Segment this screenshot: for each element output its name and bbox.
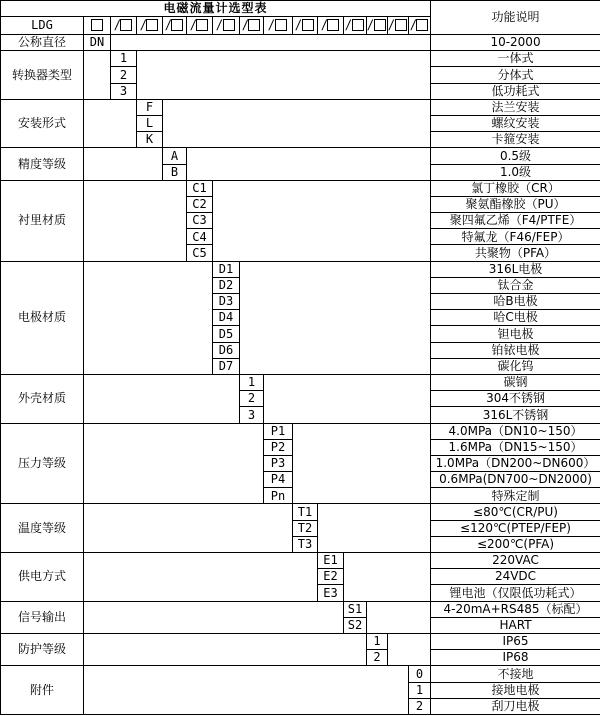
code-cell: 1 [367,633,388,649]
function-cell: 4.0MPa（DN10~150） [431,423,600,439]
blank-cell [84,423,264,504]
checkbox-icon [120,19,132,31]
function-cell: HART [431,617,600,633]
function-header: 功能说明 [431,1,600,35]
code-cell: E1 [318,553,344,569]
function-cell: 0.6MPa(DN700~DN2000) [431,472,600,488]
model-code-slot [187,17,213,35]
function-cell: 氯丁橡胶（CR） [431,180,600,196]
model-code-slot [367,17,388,35]
model-code-first-slot [84,17,111,35]
blank-cell [240,261,431,374]
function-cell: 1.6MPa（DN15~150） [431,439,600,455]
slash-separator: / [409,17,417,33]
blank-cell [84,51,111,100]
blank-cell [84,99,137,148]
blank-cell [84,180,187,261]
slash-separator: / [164,17,172,33]
function-cell: 低功耗式 [431,83,600,99]
function-cell: 316L电极 [431,261,600,277]
blank-cell [367,601,431,633]
code-cell: P2 [264,439,293,455]
code-cell: D3 [213,294,240,310]
code-cell: P1 [264,423,293,439]
checkbox-icon [223,19,235,31]
category-label: 公称直径 [1,35,84,51]
function-cell: 锂电池（仅限低功耗式） [431,585,600,601]
checkbox-icon [171,19,183,31]
slash-separator: / [295,17,302,33]
function-cell: 聚氨酯橡胶（PU） [431,196,600,212]
blank-cell [293,423,431,504]
code-cell: 2 [367,650,388,666]
model-code-slot [213,17,240,35]
category-label: 信号输出 [1,601,84,633]
code-cell: Pn [264,488,293,504]
blank-cell [84,148,163,180]
function-cell: 一体式 [431,51,600,67]
model-code-slot [111,17,137,35]
code-cell: S2 [344,617,367,633]
code-cell: 2 [111,67,137,83]
slash-separator: / [268,17,275,33]
checkbox-icon [395,19,407,31]
blank-cell [111,35,431,51]
code-cell: T3 [293,536,318,552]
code-cell: 2 [409,698,431,714]
code-cell: D2 [213,277,240,293]
code-cell: C3 [187,213,213,229]
checkbox-icon [91,19,103,31]
code-cell: T1 [293,504,318,520]
checkbox-icon [248,19,260,31]
blank-cell [388,633,431,665]
model-code-label: LDG [1,17,84,35]
function-cell: 不接地 [431,666,600,682]
code-cell: D5 [213,326,240,342]
function-cell: 4-20mA+RS485（标配） [431,601,600,617]
category-label: 压力等级 [1,423,84,504]
code-cell: C2 [187,196,213,212]
code-cell: D6 [213,342,240,358]
code-cell: 1 [240,374,264,390]
function-cell: 卡箍安装 [431,132,600,148]
blank-cell [84,374,240,423]
code-cell: E2 [318,569,344,585]
function-cell: 304不锈钢 [431,391,600,407]
checkbox-icon [352,19,364,31]
blank-cell [318,504,431,553]
blank-cell [213,180,431,261]
category-label: 供电方式 [1,553,84,602]
code-cell: B [163,164,187,180]
blank-cell [344,553,431,602]
slash-separator: / [241,17,249,33]
code-cell: C1 [187,180,213,196]
function-cell: 哈B电极 [431,294,600,310]
code-cell: D7 [213,358,240,374]
function-cell: 特氟龙（F46/FEP） [431,229,600,245]
model-code-slot [318,17,344,35]
slash-separator: / [367,17,374,33]
function-cell: 碳化钨 [431,358,600,374]
slash-separator: / [320,17,328,33]
blank-cell [84,633,367,665]
code-cell: 3 [240,407,264,423]
slash-separator: / [189,17,197,33]
blank-cell [84,666,409,715]
function-cell: 钽电极 [431,326,600,342]
model-code-slot [137,17,163,35]
category-label: 外壳材质 [1,374,84,423]
model-code-slot [344,17,367,35]
slash-separator: / [139,17,147,33]
code-cell: C5 [187,245,213,261]
slash-separator: / [345,17,352,33]
model-code-slot [409,17,431,35]
category-label: 转换器类型 [1,51,84,100]
code-cell: S1 [344,601,367,617]
code-cell: P3 [264,455,293,471]
model-code-slot [163,17,187,35]
code-cell: E3 [318,585,344,601]
code-cell: 2 [240,391,264,407]
code-cell: A [163,148,187,164]
category-label: 安装形式 [1,99,84,148]
function-cell: 0.5级 [431,148,600,164]
model-code-slot [264,17,293,35]
page-title: 电磁流量计选型表 [1,1,431,17]
code-cell: 0 [409,666,431,682]
category-label: 电极材质 [1,261,84,374]
category-label: 精度等级 [1,148,84,180]
blank-cell [84,504,293,553]
code-cell: F [137,99,163,115]
checkbox-icon [146,19,158,31]
blank-cell [163,99,431,148]
code-cell: D1 [213,261,240,277]
checkbox-icon [327,19,339,31]
blank-cell [137,51,431,100]
blank-cell [264,374,431,423]
checkbox-icon [302,19,314,31]
checkbox-icon [275,19,287,31]
function-cell: 哈C电极 [431,310,600,326]
function-cell: 刮刀电极 [431,698,600,714]
function-cell: 碳钢 [431,374,600,390]
code-cell: T2 [293,520,318,536]
checkbox-icon [416,19,428,31]
blank-cell [187,148,431,180]
function-cell: ≤200℃(PFA) [431,536,600,552]
model-code-slot [388,17,409,35]
code-cell: 1 [409,682,431,698]
blank-cell [84,553,318,602]
code-cell: DN [84,35,111,51]
function-cell: 316L不锈钢 [431,407,600,423]
function-cell: 接地电极 [431,682,600,698]
function-cell: 螺纹安装 [431,115,600,131]
blank-cell [84,601,344,633]
code-cell: C4 [187,229,213,245]
code-cell: 1 [111,51,137,67]
code-cell: P4 [264,472,293,488]
slash-separator: / [216,17,223,33]
function-cell: ≤120℃(PTEP/FEP) [431,520,600,536]
function-cell: IP65 [431,633,600,649]
function-cell: 1.0级 [431,164,600,180]
code-cell: K [137,132,163,148]
slash-separator: / [388,17,395,33]
checkbox-icon [374,19,386,31]
function-cell: 铂铱电极 [431,342,600,358]
function-cell: 特殊定制 [431,488,600,504]
function-cell: 聚四氟乙烯（F4/PTFE） [431,213,600,229]
function-cell: 法兰安装 [431,99,600,115]
function-cell: 分体式 [431,67,600,83]
function-cell: 1.0MPa（DN200~DN600） [431,455,600,471]
category-label: 温度等级 [1,504,84,553]
model-code-slot [240,17,264,35]
function-cell: IP68 [431,650,600,666]
category-label: 衬里材质 [1,180,84,261]
function-cell: 220VAC [431,553,600,569]
slash-separator: / [113,17,121,33]
function-cell: 10-2000 [431,35,600,51]
model-code-slot [293,17,318,35]
function-cell: 共聚物（PFA） [431,245,600,261]
code-cell: D4 [213,310,240,326]
blank-cell [84,261,213,374]
function-cell: 钛合金 [431,277,600,293]
checkbox-icon [196,19,208,31]
function-cell: 24VDC [431,569,600,585]
category-label: 附件 [1,666,84,715]
function-cell: ≤80℃(CR/PU) [431,504,600,520]
code-cell: 3 [111,83,137,99]
category-label: 防护等级 [1,633,84,665]
code-cell: L [137,115,163,131]
